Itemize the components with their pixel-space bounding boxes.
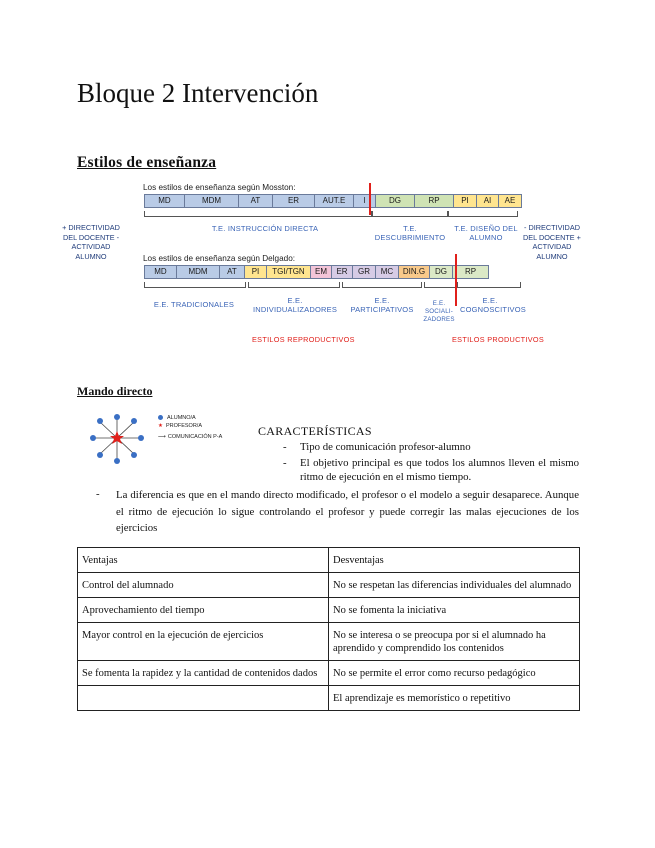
mosston-cell: AE: [498, 194, 522, 208]
caption-participativos: E.E. PARTICIPATIVOS: [350, 296, 414, 314]
label-estilos-reproductivos: ESTILOS REPRODUCTIVOS: [252, 335, 355, 344]
list-item: - La diferencia es que en el mando directo modificado, el profesor o el modelo a seguir desaparece. Aunque el ritmo de ejecución lo sigue controlando el profesor y puede corregir las malas ejecuciones de los ejercicios: [96, 487, 579, 537]
delgado-cell: GR: [352, 265, 376, 279]
table-header-cell: Ventajas: [78, 548, 329, 573]
table-cell: No se respetan las diferencias individuales del alumnado: [329, 573, 580, 598]
brace: [424, 282, 456, 288]
table-header-row: [78, 548, 580, 573]
section-heading: Estilos de enseñanza: [77, 154, 217, 171]
delgado-cell: ER: [331, 265, 353, 279]
delgado-cell: DIN.G: [398, 265, 430, 279]
caption-socializadores: E.E. SOCIALI-ZADORES: [423, 300, 455, 323]
mosston-cell: DG: [375, 194, 415, 208]
table-cell: El aprendizaje es memorístico o repetitivo: [329, 686, 580, 711]
delgado-cell: RP: [452, 265, 489, 279]
caption-cognoscitivos: E.E. COGNOSCITIVOS: [460, 296, 526, 314]
table-header-cell: Desventajas: [329, 548, 580, 573]
delgado-cell: PI: [244, 265, 267, 279]
mosston-cell: MD: [144, 194, 185, 208]
delgado-cell: MDM: [176, 265, 220, 279]
brace: [457, 282, 521, 288]
delgado-cell: MC: [375, 265, 399, 279]
table-cell: Se fomenta la rapidez y la cantidad de contenidos dados: [78, 661, 329, 686]
caption-descubrimiento: T.E. DESCUBRIMIENTO: [374, 224, 446, 242]
table-row: [78, 598, 580, 623]
mosston-cell: AT: [238, 194, 273, 208]
table-cell: Mayor control en la ejecución de ejercicios: [78, 623, 329, 661]
delgado-cell: EM: [310, 265, 332, 279]
mosston-cell: RP: [414, 194, 454, 208]
mosston-cell: I: [353, 194, 376, 208]
mosston-divider-line: [369, 183, 371, 215]
caption-diseno-alumno: T.E. DISEÑO DEL ALUMNO: [454, 224, 518, 242]
brace: [248, 282, 340, 288]
table-cell: No se fomenta la iniciativa: [329, 598, 580, 623]
brace: [144, 211, 372, 217]
caption-tradicionales: E.E. TRADICIONALES: [153, 300, 235, 309]
delgado-row: [144, 265, 488, 279]
mando-directo-heading: Mando directo: [77, 384, 153, 398]
label-estilos-productivos: ESTILOS PRODUCTIVOS: [452, 335, 545, 344]
left-directividad: + DIRECTIVIDAD DEL DOCENTE - ACTIVIDAD ALUMNO: [62, 223, 120, 261]
right-directividad: - DIRECTIVIDAD DEL DOCENTE + ACTIVIDAD ALUMNO: [523, 223, 581, 261]
brace: [448, 211, 518, 217]
ventajas-desventajas-table: [77, 547, 580, 711]
bullet-text: El objetivo principal es que todos los alumnos lleven el mismo ritmo de ejecución en el mismo tiempo.: [300, 457, 579, 483]
table-cell: No se interesa o se preocupa por si el alumnado ha aprendido y comprendido los contenidos: [329, 623, 580, 661]
bullet-text: Tipo de comunicación profesor-alumno: [300, 441, 471, 453]
delgado-cell: TGI/TGN: [266, 265, 311, 279]
page-title: Bloque 2 Intervención: [77, 78, 319, 108]
command-diagram-icon: [84, 410, 150, 470]
delgado-divider-line: [455, 254, 457, 306]
mosston-cell: AI: [476, 194, 499, 208]
mosston-row: [144, 194, 521, 208]
bullet-text: La diferencia es que en el mando directo modificado, el profesor o el modelo a seguir desaparece. Aunque el ritmo de ejecución lo sigue controlando el profesor y puede corregir las malas ejecuciones de los ejercicios: [116, 489, 579, 534]
table-row: [78, 661, 580, 686]
mosston-cell: AUT.E: [314, 194, 354, 208]
delgado-cell: DG: [429, 265, 453, 279]
caption-individualizadores: E.E. INDIVIDUALIZADORES: [252, 296, 338, 314]
mosston-cell: PI: [453, 194, 477, 208]
table-cell: [78, 686, 329, 711]
caption-instruccion-directa: T.E. INSTRUCCIÓN DIRECTA: [211, 224, 319, 233]
list-item: - El objetivo principal es que todos los alumnos lleven el mismo ritmo de ejecución en el mismo tiempo.: [283, 457, 579, 483]
caracteristicas-title: CARACTERÍSTICAS: [258, 424, 372, 438]
brace: [372, 211, 448, 217]
table-row: [78, 623, 580, 661]
delgado-label: Los estilos de enseñanza según Delgado:: [143, 254, 296, 263]
table-row: [78, 573, 580, 598]
legend-comunicacion: ⟶ COMUNICACIÓN P-A: [158, 434, 223, 440]
table-cell: Control del alumnado: [78, 573, 329, 598]
brace: [144, 282, 246, 288]
legend-alumno: ALUMNO/A: [158, 415, 196, 421]
mosston-label: Los estilos de enseñanza según Mosston:: [143, 183, 296, 192]
table-cell: No se permite el error como recurso pedagógico: [329, 661, 580, 686]
list-item: - Tipo de comunicación profesor-alumno: [283, 440, 579, 454]
table-row: [78, 686, 580, 711]
legend-profesor: ★ PROFESOR/A: [158, 423, 202, 429]
mosston-cell: ER: [272, 194, 315, 208]
mando-directo-figure: [84, 410, 254, 470]
delgado-cell: AT: [219, 265, 245, 279]
teaching-styles-diagram: [60, 180, 590, 350]
brace: [342, 282, 422, 288]
table-cell: Aprovechamiento del tiempo: [78, 598, 329, 623]
mosston-cell: MDM: [184, 194, 239, 208]
delgado-cell: MD: [144, 265, 177, 279]
